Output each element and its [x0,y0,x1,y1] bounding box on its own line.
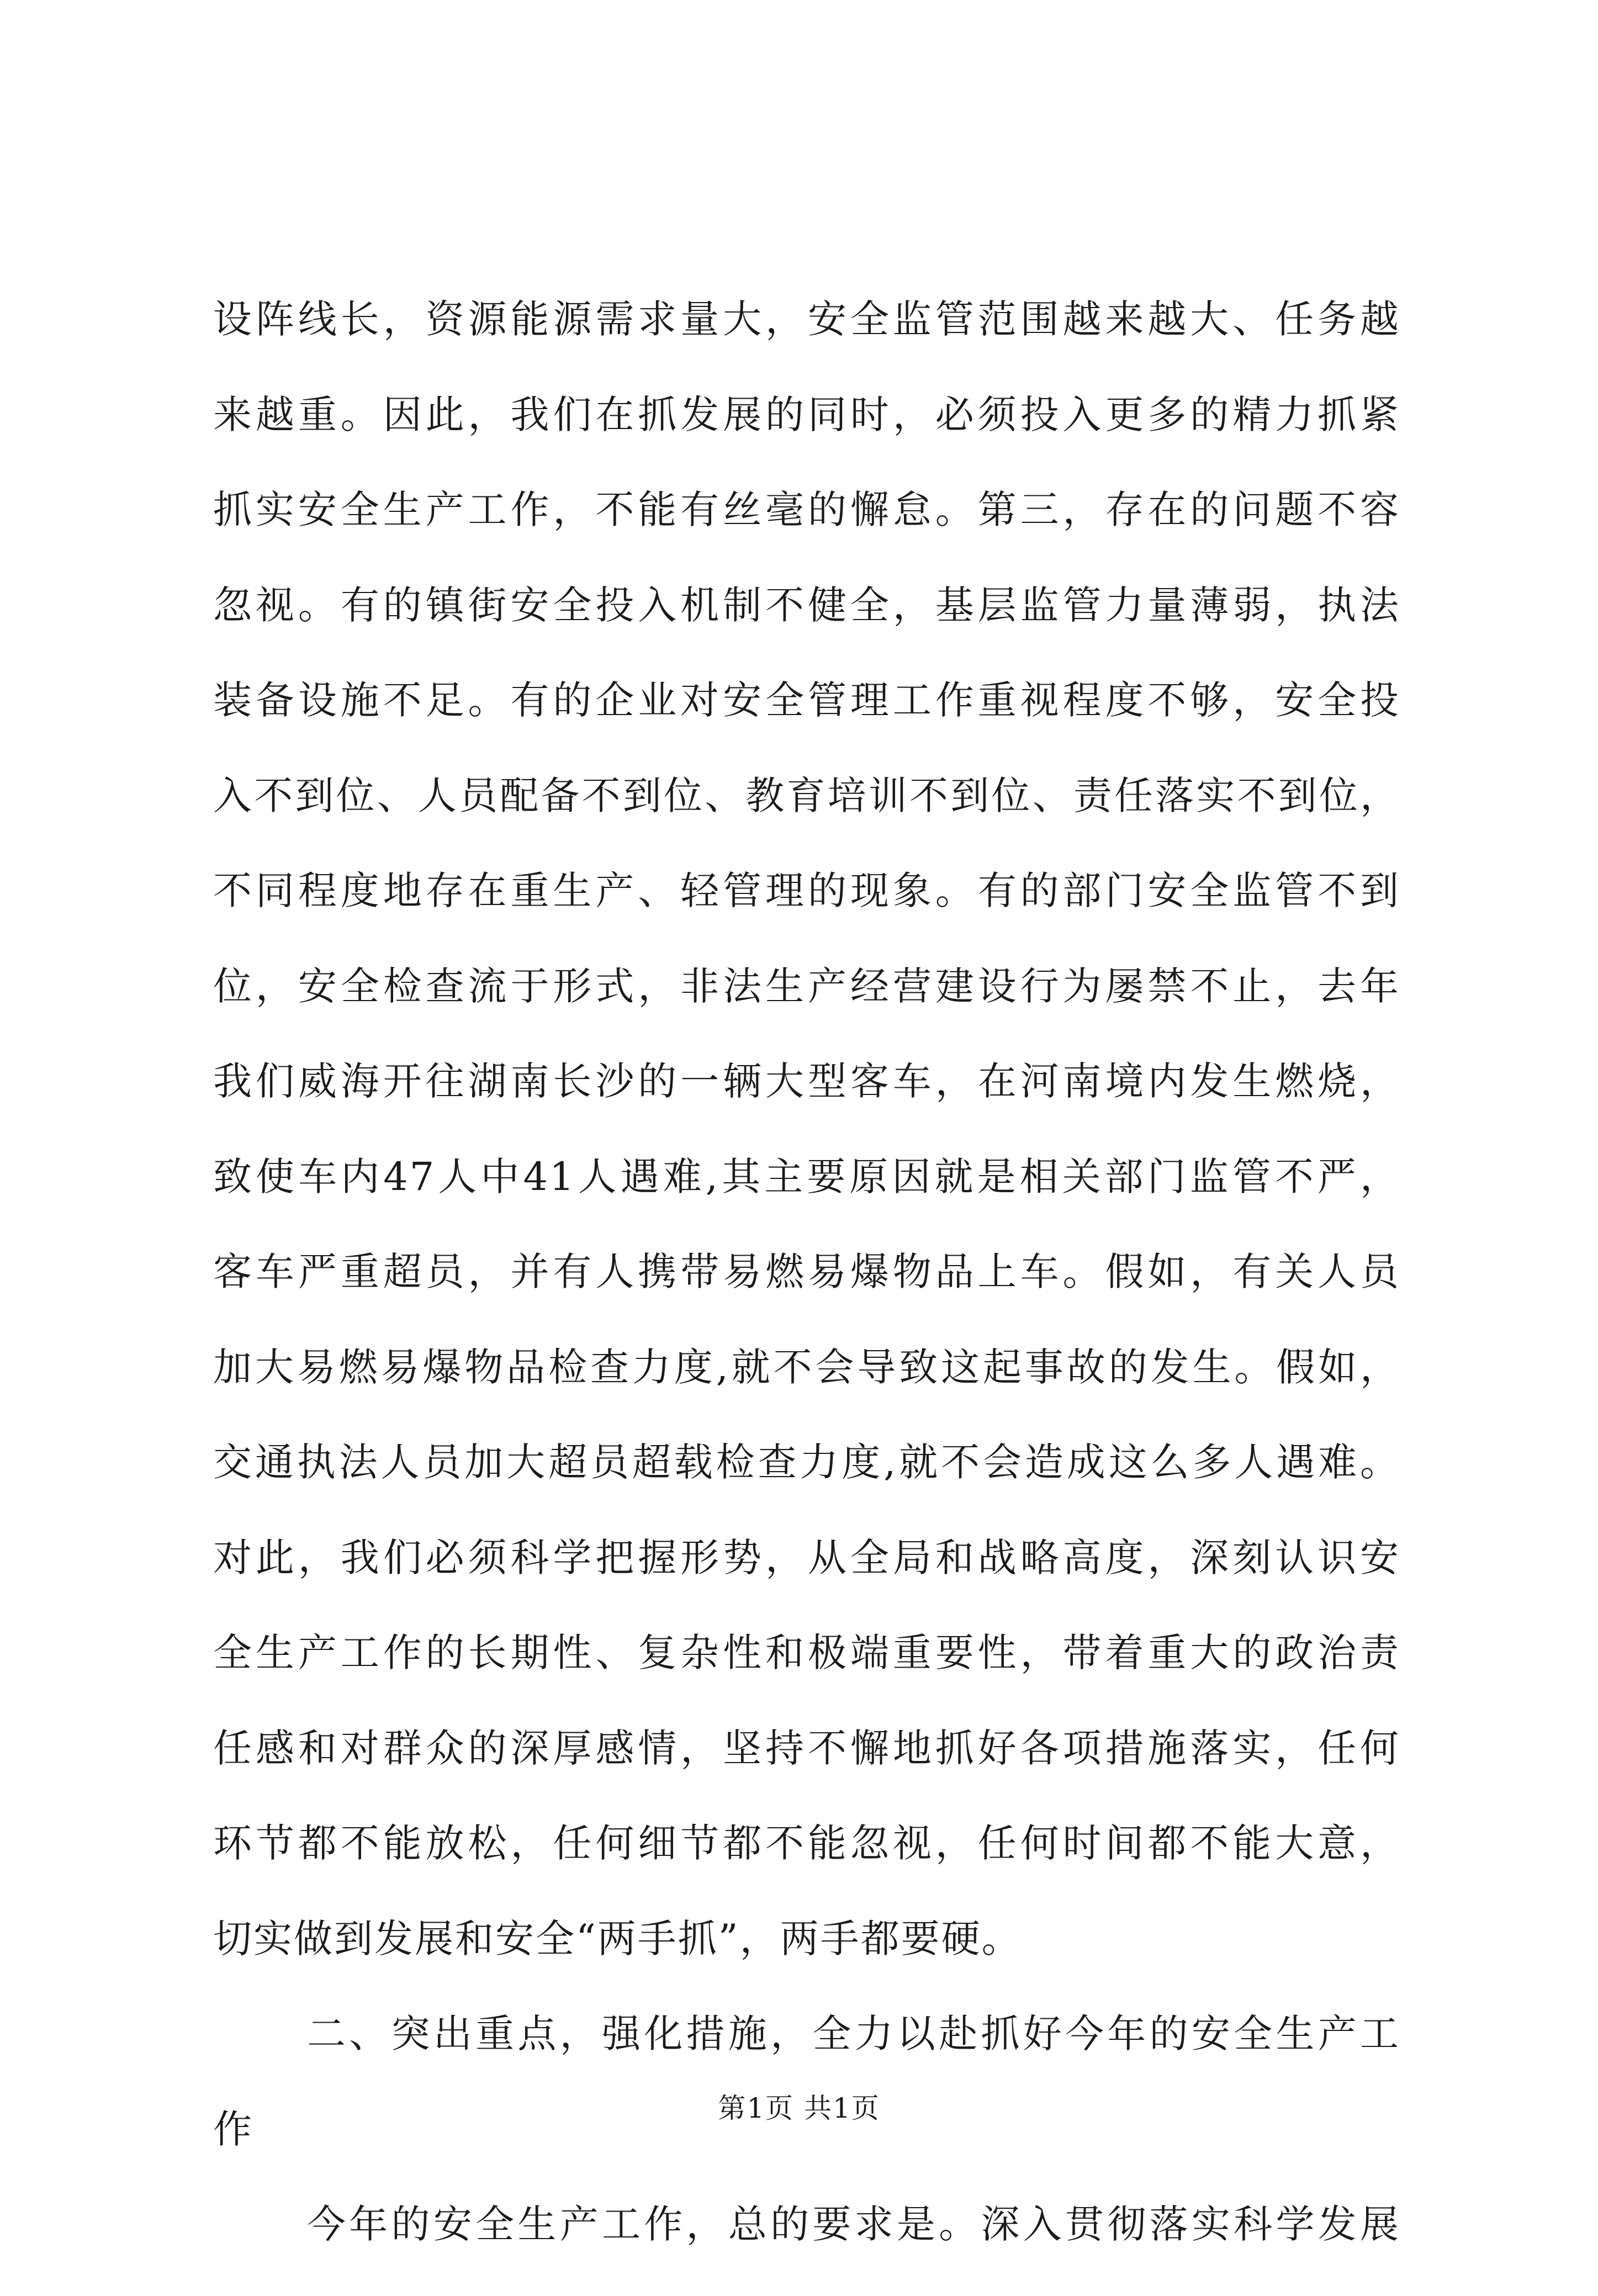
text-line: 任感和对群众的深厚感情，坚持不懈地抓好各项措施落实，任何 [213,1725,1400,1771]
text-line: 来越重。因此，我们在抓发展的同时，必须投入更多的精力抓紧 [213,392,1400,437]
text-line: 致使车内47人中41人遇难,其主要原因就是相关部门监管不严， [213,1154,1400,1199]
text-line: 对此，我们必须科学把握形势，从全局和战略高度，深刻认识安 [213,1535,1400,1580]
section-heading-line: 二、突出重点，强化措施，全力以赴抓好今年的安全生产工 [307,2011,1400,2056]
text-line: 加大易燃易爆物品检查力度,就不会导致这起事故的发生。假如， [213,1344,1400,1390]
text-line: 忽视。有的镇街安全投入机制不健全，基层监管力量薄弱，执法 [213,582,1400,628]
text-line: 环节都不能放松，任何细节都不能忽视，任何时间都不能大意， [213,1821,1400,1866]
text-line: 不同程度地存在重生产、轻管理的现象。有的部门安全监管不到 [213,868,1400,913]
text-line: 我们威海开往湖南长沙的一辆大型客车，在河南境内发生燃烧， [213,1059,1400,1104]
text-line: 抓实安全生产工作，不能有丝毫的懈怠。第三，存在的问题不容 [213,487,1400,532]
page-footer: 第1页 共1页 [718,2092,880,2124]
document-body [213,295,1400,2296]
text-line: 全生产工作的长期性、复杂性和极端重要性，带着重大的政治责 [213,1630,1400,1675]
paragraph-start-line: 今年的安全生产工作，总的要求是。深入贯彻落实科学发展 [307,2202,1400,2247]
section-heading-line: 作 [213,2106,253,2152]
text-line: 位，安全检查流于形式，非法生产经营建设行为屡禁不止，去年 [213,963,1400,1009]
text-line: 入不到位、人员配备不到位、教育培训不到位、责任落实不到位， [213,773,1400,818]
text-line: 设阵线长，资源能源需求量大，安全监管范围越来越大、任务越 [213,297,1400,342]
text-line: 交通执法人员加大超员超载检查力度,就不会造成这么多人遇难。 [213,1440,1400,1485]
text-line: 切实做到发展和安全“两手抓”，两手都要硬。 [213,1916,1022,1961]
text-line: 客车严重超员，并有人携带易燃易爆物品上车。假如，有关人员 [213,1249,1400,1294]
text-line: 装备设施不足。有的企业对安全管理工作重视程度不够，安全投 [213,678,1400,723]
